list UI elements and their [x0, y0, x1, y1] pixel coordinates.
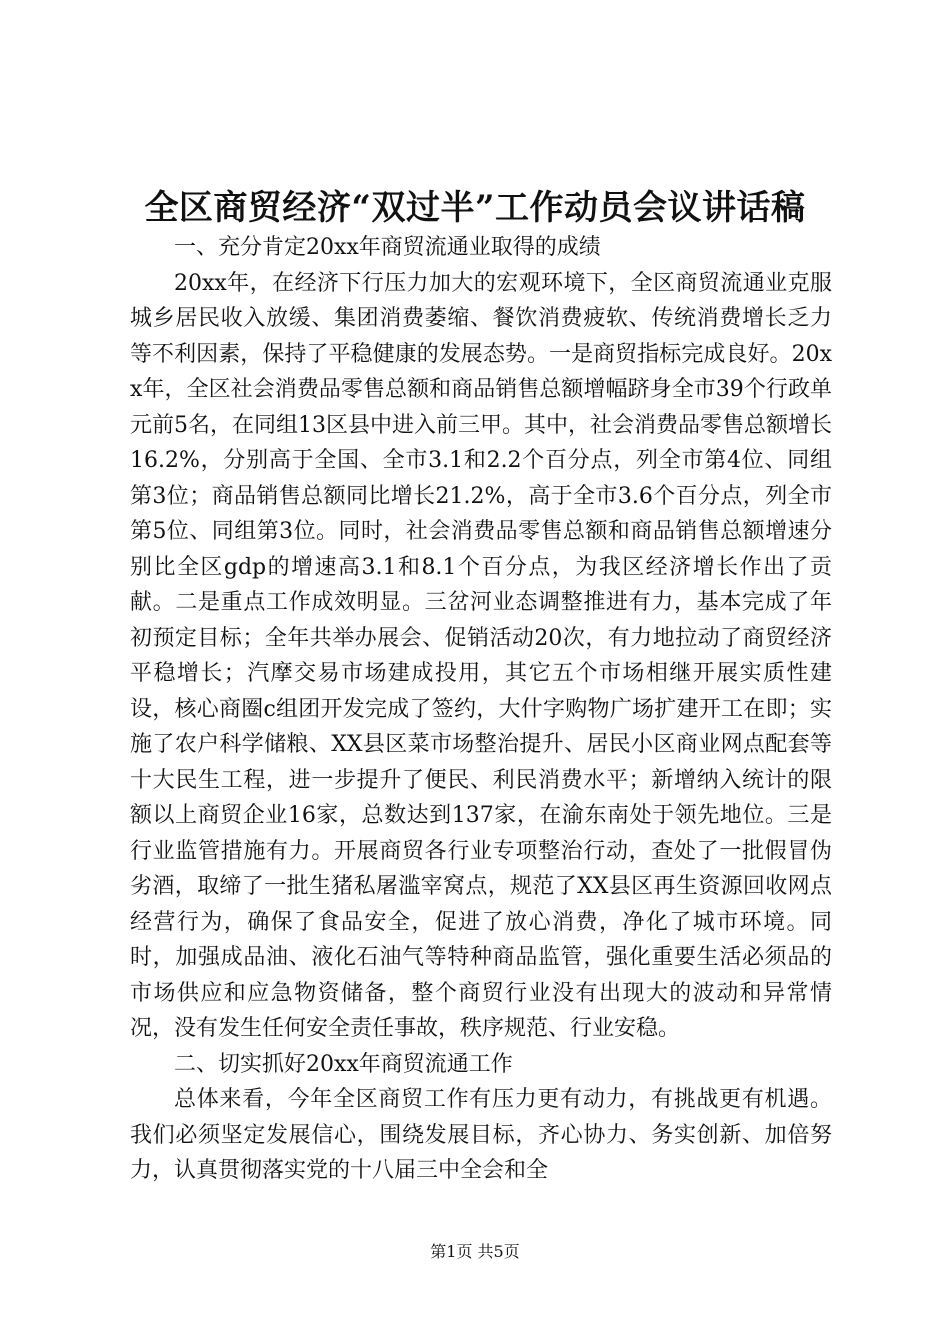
section-2-paragraph: 总体来看，今年全区商贸工作有压力更有动力，有挑战更有机遇。我们必须坚定发展信心，围绕发展目标，齐心协力、务实创新、加倍努力，认真贯彻落实党的十八届三中全会和全 — [130, 1087, 832, 1183]
page-number-footer: 第1页 共5页 — [430, 1242, 520, 1261]
document-title: 全区商贸经济“双过半”工作动员会议讲话稿 — [144, 188, 806, 228]
section-2-heading: 二、切实抓好20xx年商贸流通工作 — [174, 1051, 513, 1077]
section-1-paragraph: 20xx年，在经济下行压力加大的宏观环境下，全区商贸流通业克服城乡居民收入放缓、集团消费萎缩、餐饮消费疲软、传统消费增长乏力等不利因素，保持了平稳健康的发展态势。一是商贸指标完成良好。20xx年，全区社会消费品零售总额和商品销售总额增幅跻身全市39个行政单元前5名，在同组13区县中进入前三甲。其中，社会消费品零售总额增长16.2%，分别高于全国、全市3.1和2.2个百分点，列全市第4位、同组第3位；商品销售总额同比增长21.2%，高于全市3.6个百分点，列全市第5位、同组第3位。同时，社会消费品零售总额和商品销售总额增速分别比全区gdp的增速高3.1和8.1个百分点，为我区经济增长作出了贡献。二是重点工作成效明显。三岔河业态调整推进有力，基本完成了年初预定目标；全年共举办展会、促销活动20次，有力地拉动了商贸经济平稳增长；汽摩交易市场建成投用，其它五个市场相继开展实质性建设，核心商圈c组团开发完成了签约，大什字购物广场扩建开工在即；实施了农户科学储粮、XX县区菜市场整治提升、居民小区商业网点配套等十大民生工程，进一步提升了便民、利民消费水平；新增纳入统计的限额以上商贸企业16家，总数达到137家，在渝东南处于领先地位。三是行业监管措施有力。开展商贸各行业专项整治行动，查处了一批假冒伪劣酒，取缔了一批生猪私屠滥宰窝点，规范了XX县区再生资源回收网点经营行为，确保了食品安全，促进了放心消费，净化了城市环境。同时，加强成品油、液化石油气等特种商品监管，强化重要生活必须品的市场供应和应急物资储备，整个商贸行业没有出现大的波动和异常情况，没有发生任何安全责任事故，秩序规范、行业安稳。 — [130, 270, 832, 1041]
section-1-heading: 一、充分肯定20xx年商贸流通业取得的成绩 — [174, 235, 601, 260]
document-body — [130, 230, 832, 1189]
